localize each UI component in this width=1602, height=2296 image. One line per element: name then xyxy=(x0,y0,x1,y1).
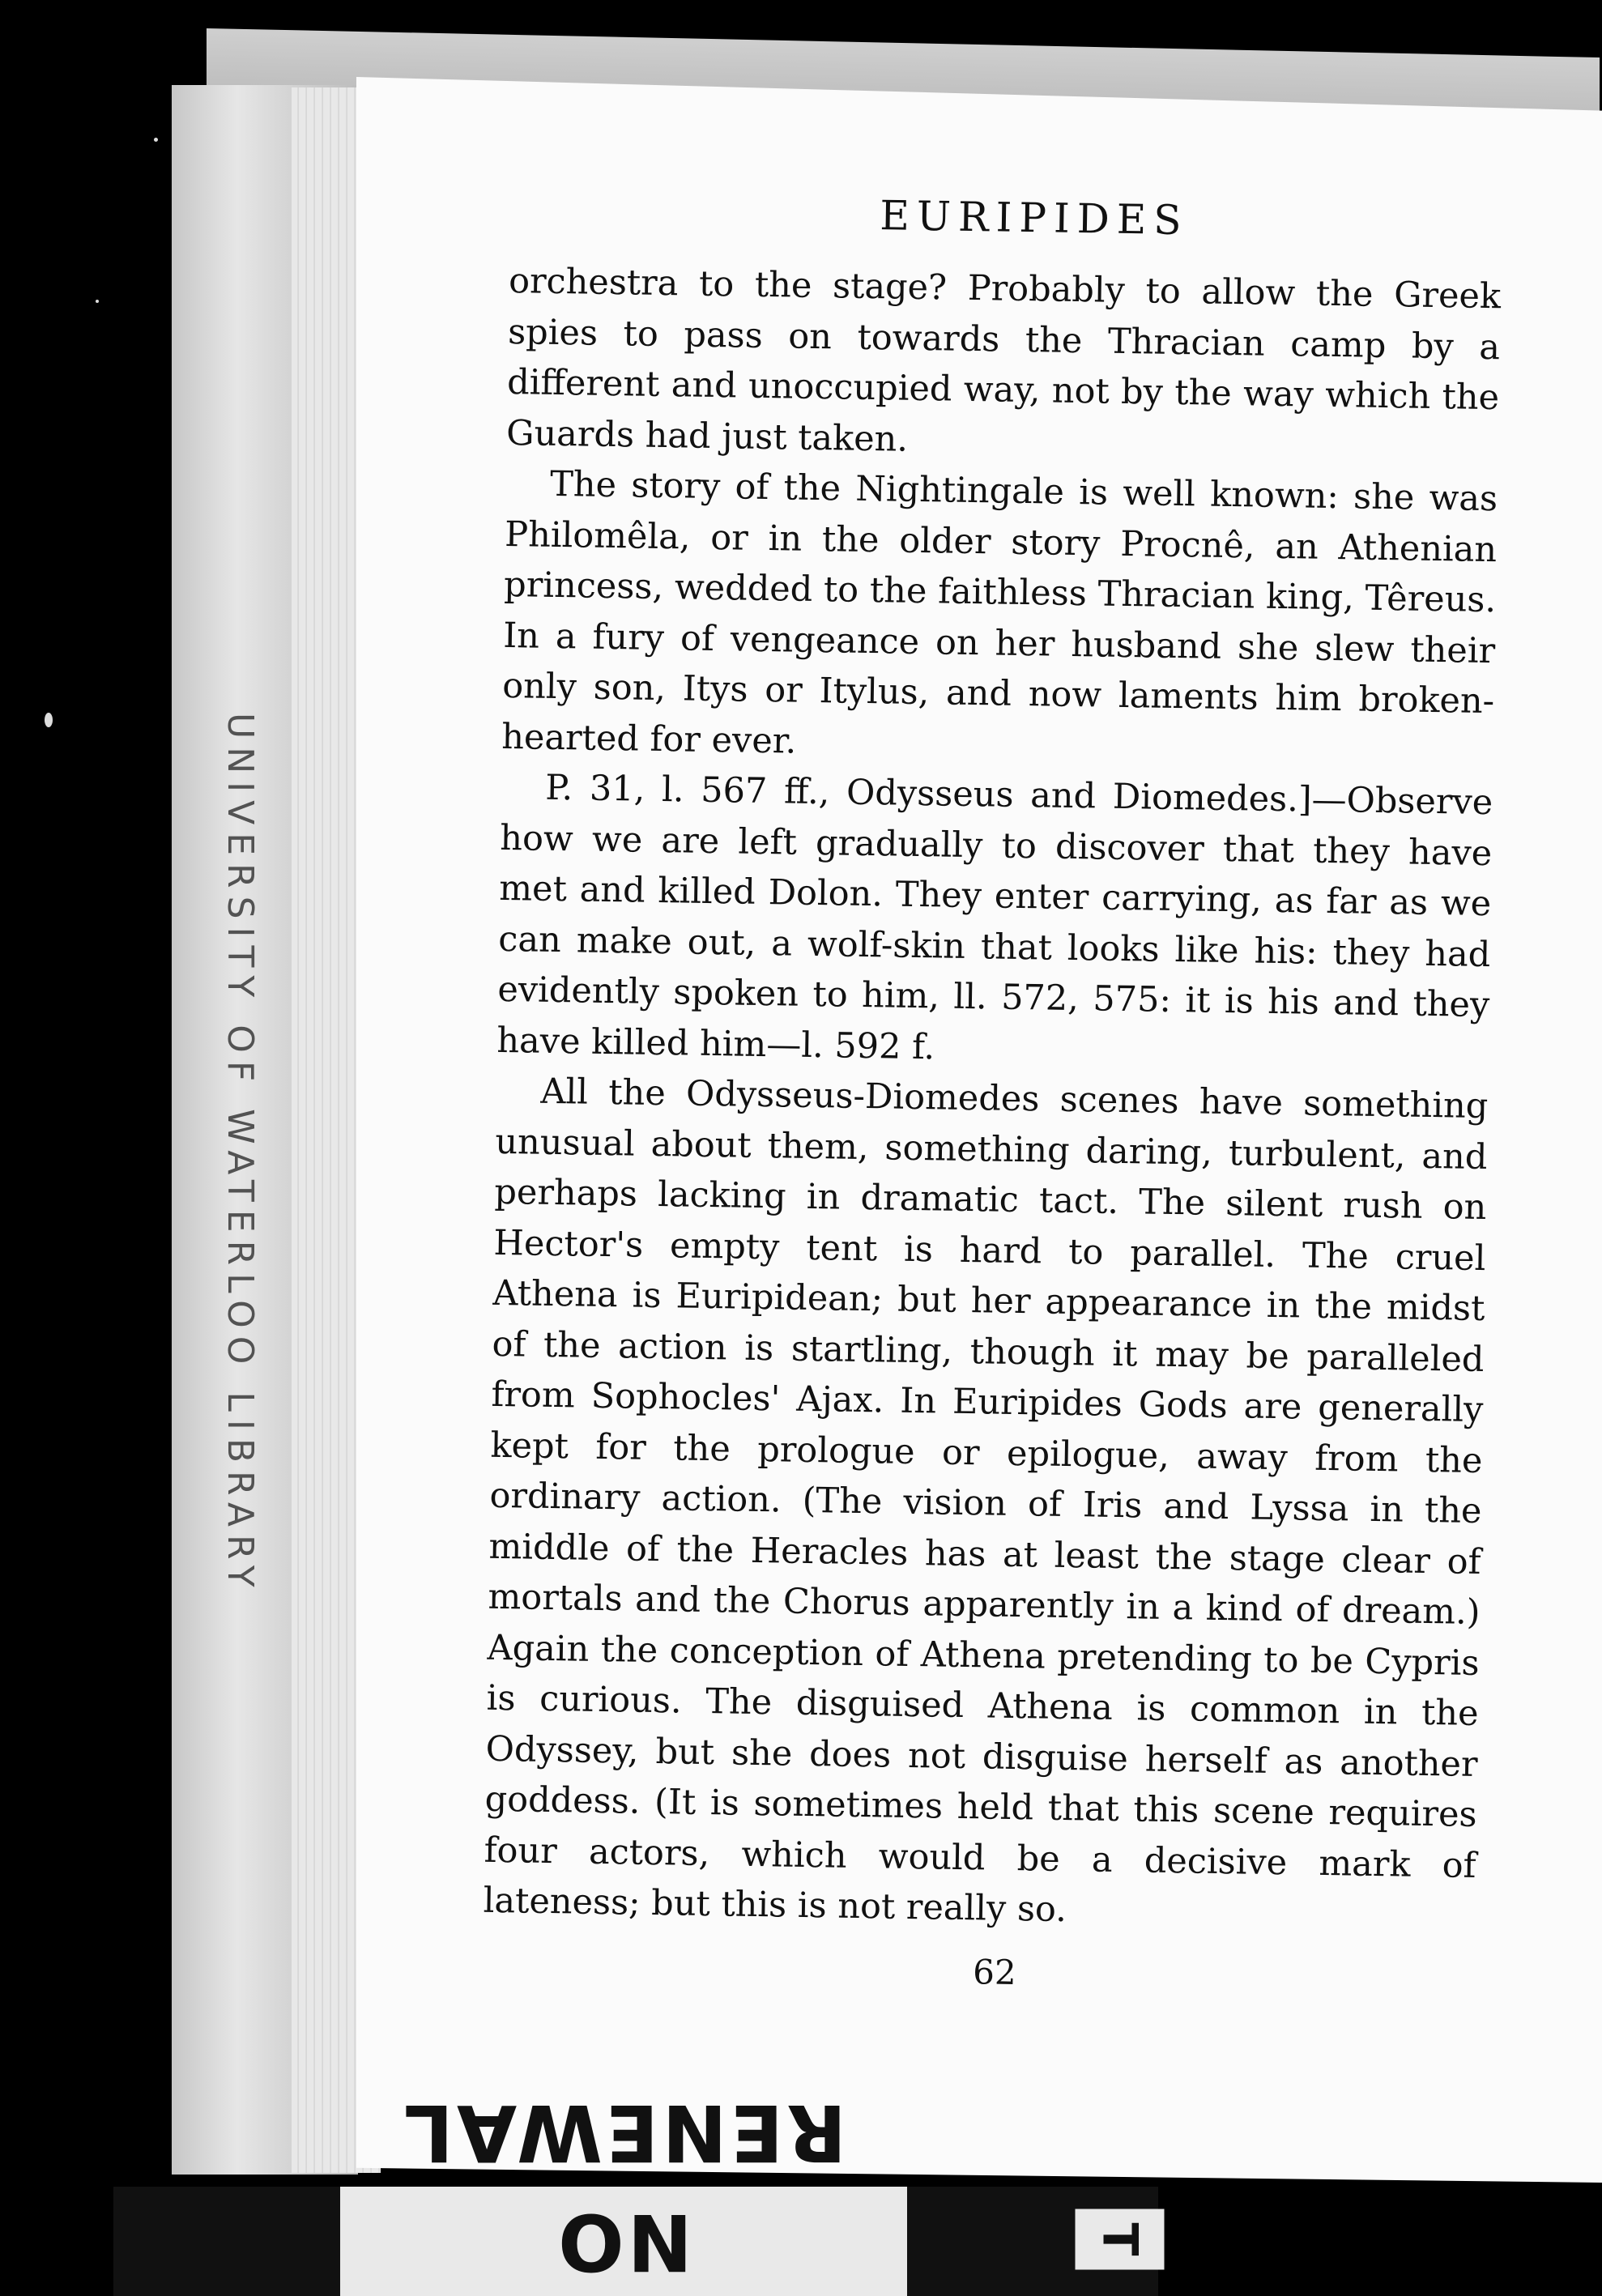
paragraph-3: P. 31, l. 567 ff., Odysseus and Diomedes.]—Observe how we are left gradually to discover that they have met and killed Dolon. They enter carrying, as far as we can make out, a wolf-skin that looks like his: they had evidently spoken to him, ll. 572, 575: it is his and they have killed him—l. 592 f. xyxy=(496,767,1493,1067)
bottom-edge-tab: T xyxy=(1076,2209,1165,2270)
paragraph-2: The story of the Nightingale is well known: she was Philomêla, or in the older story Procnê, an Athenian princess, wedded to the faithless Thracian king, Têreus. In a fury of vengeance on her husband she slew their only son, Itys or Itylus, and now laments him broken-hearted for ever. xyxy=(501,463,1498,762)
paragraph-4: All the Odysseus-Diomedes scenes have something unusual about them, something daring, turbulent, and perhaps lacking in dramatic tact. The silent rush on Hector's empty tent is hard to parallel. The cruel Athena is Euripidean; but her appearance in the midst of the action is startling, though it may be paralleled from Sophocles' Ajax. In Euripides Gods are generally kept for the prologue or epilogue, away from the ordinary action. (The vision of Iris and Lyssa in the middle of the Heracles has at least the stage clear of mortals and the Chorus apparently in a kind of dream.) Again the conception of Athena pretending to be Cypris is curious. The disguised Athena is common in the Odyssey, but she does not disguise herself as another goddess. (It is sometimes held that this scene requires four actors, which would be a decisive mark of lateness; but this is not really so. xyxy=(483,1071,1489,1931)
no-renewal-label: NO RENEWAL xyxy=(340,2187,907,2296)
paragraph-1: orchestra to the stage? Probably to allow the Greek spies to pass on towards the Thracian camp by a different and unoccupied way, not by the way which the Guards had just taken. xyxy=(505,260,1502,460)
library-spine-stamp: UNIVERSITY OF WATERLOO LIBRARY xyxy=(219,713,261,1595)
film-speck xyxy=(96,300,99,303)
film-speck xyxy=(45,713,53,727)
page-number: 62 xyxy=(972,1951,1017,1992)
film-speck xyxy=(154,138,158,142)
page-text-block xyxy=(482,186,1502,1999)
running-head: EURIPIDES xyxy=(879,192,1190,245)
